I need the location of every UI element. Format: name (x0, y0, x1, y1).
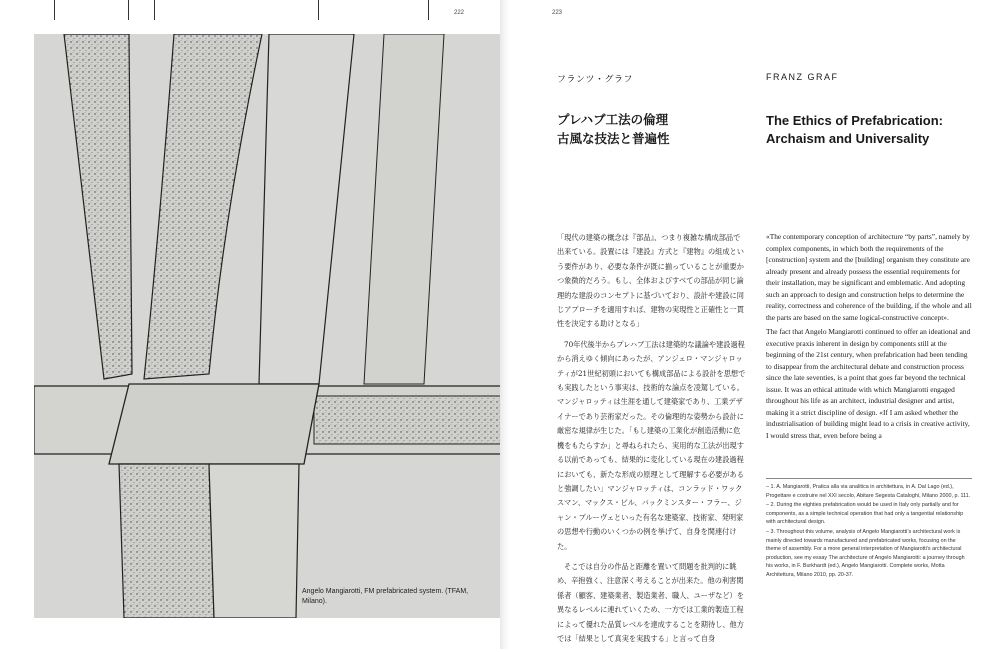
crop-mark (154, 0, 155, 20)
footnote: – 1. A. Mangiarotti, Pratica alla via analitica in architettura, in A. Dal Lago (ed.), Progettare e costruire nel XXI secolo, Abitare Segesta Cataloghi, Milano 2000, p. 111. (766, 484, 971, 499)
paragraph-ja: 「現代の建築の概念は『部品』、つまり複雑な構成部品で出来ている。設置には『建設』方式と『建物』の組成という要件があり、必要な条件が既に揃っていることが重要かつ象徴的だろう。もし、全体およびすべての部品が同じ論理的な建設のコンセプトに基づいており、設計や建設に同じアプローチを適用すれば、建物の実現性と正確性と一貫性を決定する助けとなる」 (557, 233, 744, 329)
page-number-left: 222 (454, 10, 465, 16)
title-en-line: The Ethics of Prefabrication: (766, 113, 943, 128)
title-ja-line: プレハブ工法の倫理 (557, 112, 669, 127)
crop-mark (128, 0, 129, 20)
photo-caption: Angelo Mangiarotti, FM prefabricated system. (TFAM, Milano). (302, 588, 469, 605)
photo-illustration (34, 34, 509, 618)
title-en-line: Archaism and Universality (766, 131, 930, 146)
crop-mark (54, 0, 55, 20)
book-gutter (500, 0, 510, 649)
prefabricated-system-photo (34, 34, 509, 618)
crop-mark (428, 0, 429, 20)
paragraph-en: The fact that Angelo Mangiarotti continued to offer an ideational and executive praxis inherent in design by components still at the beginning of the 21st century, when prefabrication had been tending to disappear from the architectural debate and construction process since the late seventies, is a point that goes far beyond the technical issue. It was an ethical attitude with which Mangiarotti engaged throughout his life as an architect, industrial designer and artist, making it a strict discipline of design. «If I am asked whether the industrialisation of building might lead to a crisis in creative activity, I would stress that, even before being a (766, 327, 971, 440)
paragraph-en: «The contemporary conception of architecture “by parts”, namely by complex components, in which both the requirements of the [construction] system and the [building] organism they constitute are already present and already possess the essential requirements for their installation, may be significant and emblematic. And adopting such an approach to design and construction helps to determine the reality, correctness and coherence of the building, if the whole and all the parts are based on the same logical-constructive concept». (766, 232, 972, 322)
paragraph-ja: そこでは自分の作品と距離を置いて問題を批判的に眺め、辛抱強く、注意深く考えることが出来た。他の利害関係者（顧客、建築業者、製造業者、職人、ユーザなど）を異なるレベルに連れていくため、一方では工業的製造工程によって優れた品質レベルを達成することを期待し、他方では「結果として真実を実践する」と言って自身 (557, 561, 744, 643)
paragraph-ja: 70年代後半からプレハブ工法は建築的な議論や建設過程から消えゆく傾向にあったが、アンジェロ・マンジャロッティが21世紀初頭においても構成部品による設計を思想でも実践したという事実は、技術的な論点を凌駕している。マンジャロッティは生涯を通して建築家であり、工業デザイナーであり芸術家だった。その倫理的な姿勢から設計に厳密な規律が生じた。「もし建築の工業化が創造活動に危機をもたらすか」と尋ねられたら、実用的な工法が出現する以前であっても、結果的に変化している現在の建設過程においても、新たな形成の原理として理解する必要があると強調したい」マンジャロッティは、コンラッド・ワックスマン、マックス・ビル、バックミンスター・フラー、ジャン・プルーヴェといった有名な建築家、技術家、発明家の思想や行動のいくつかの例を挙げて、自身を関連付けた。 (557, 339, 746, 551)
author-name-ja: フランツ・グラフ (557, 74, 634, 84)
article-title-ja (557, 110, 670, 148)
page-number-right: 223 (552, 10, 563, 16)
article-title-en (766, 112, 943, 148)
crop-mark (318, 0, 319, 20)
footnote: – 3. Throughout this volume, analysis of Angelo Mangiarotti’s architectural work is mainly directed towards manufactured and prefabricated works, focusing on the theme of assembly. For a more general interpretation of Mangiarotti’s architectural production, see my essay The architecture of Angelo Mangiarotti: a journey through his works, in F. Burkhardt (ed.), Angelo Mangiarotti. Complete works, Motta Architettura, Milano 2010, pp. 20-37. (766, 528, 965, 578)
footnotes (766, 478, 972, 581)
body-text-en (766, 231, 972, 444)
body-text-ja (557, 231, 747, 652)
footnote: – 2. During the eighties prefabrication would be used in Italy only partially and for components, as a simple technical operation that had only a tangential relationship with architectural design. (766, 502, 964, 526)
title-ja-line: 古風な技法と普遍性 (557, 131, 670, 146)
author-name-en: FRANZ GRAF (766, 72, 839, 82)
